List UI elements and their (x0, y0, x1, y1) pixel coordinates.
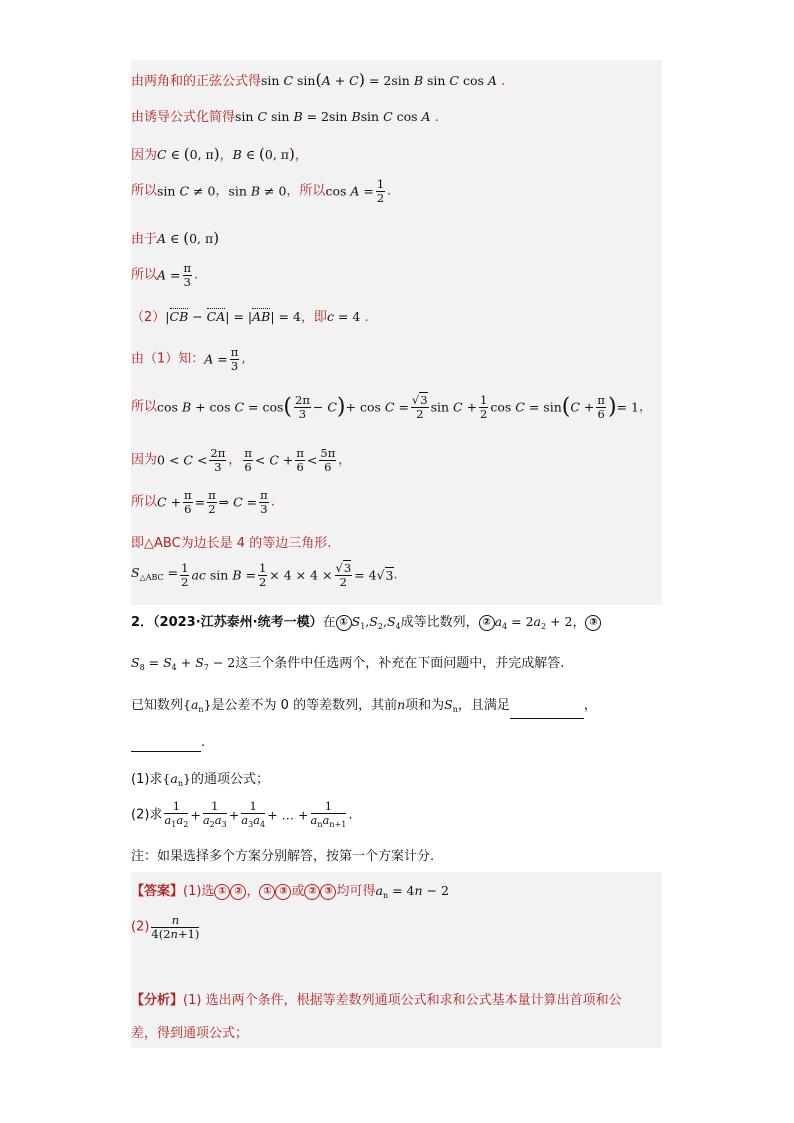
formula: sin C ≠ 0 (157, 183, 216, 199)
part-label: （2） (131, 310, 166, 325)
solution-line: $S_{\triangle ABC}$ = $\frac{1}{2}$ ac sin B = $\frac{1}{2}$ × 4 × 4 × $\frac{√3}{2}$ = 4√3. (131, 561, 398, 589)
solution-line: 即△ABC为边长是 4 的等边三角形. (131, 536, 332, 551)
formula: cos B + cos C = cos (157, 399, 284, 415)
solution-block-background (131, 60, 662, 605)
analysis-line (131, 992, 622, 1010)
solution-line: 所以cos B + cos C = cos( $\frac{2\pi}{3}$ − C)+ cos C = $\frac{√3}{2}$ sin C + $\frac{1}{2}$ cos C = sin(C + $\frac{\pi}{6}$ )= 1， (131, 393, 652, 421)
solution-text: 因为 (131, 452, 158, 468)
answer-label: 【答案】 (131, 884, 184, 899)
solution-line: （2）|CB − CA| = |AB| = 4，即c = 4 . (131, 309, 369, 325)
formula: A = (204, 351, 228, 367)
solution-line: 由两角和的正弦公式得sin C sin(A + C) = 2sin B sin C cos A . (131, 70, 506, 89)
solution-text: 由两角和的正弦公式得 (131, 74, 262, 89)
question-line (131, 654, 564, 677)
formula: 0 < C < (157, 452, 208, 468)
analysis-label: 【分析】 (131, 993, 184, 1008)
question-text: 在 (322, 615, 336, 630)
solution-line: 所以C + $\frac{\pi}{6}$ = $\frac{\pi}{2}$ ⇒ C = $\frac{\pi}{3}$ . (131, 488, 275, 516)
sub-question-1: (1)求$\{a_n\}$的通项公式； (131, 771, 269, 788)
solution-text: 由于 (131, 232, 158, 247)
solution-text: 因为 (131, 148, 158, 163)
answer-line: 【答案】(1)选 ① ② ， ① ③ 或 ② ③ 均可得$a_n = 4n - 2$ (131, 883, 449, 900)
question-line: . (131, 734, 205, 752)
note: 注：如果选择多个方案分别解答，按第一个方案计分. (131, 849, 435, 864)
formula: $S_{\triangle ABC}$ = (131, 565, 179, 582)
solution-line: 由（1）知：A = $\frac{\pi}{3}$ , (131, 345, 246, 373)
analysis-line: 差，得到通项公式； (131, 1026, 249, 1041)
question-text: (2)求 (131, 807, 163, 823)
answer-text: (2) (131, 919, 150, 935)
circled-number: ③ (585, 615, 601, 631)
solution-line: 所以sin C ≠ 0，sin B ≠ 0，所以cos A = $\frac{1}{2}$ . (131, 177, 392, 205)
formula: C ∈ (0, π) (157, 145, 220, 163)
circled-number: ① (336, 615, 352, 631)
question-stem: 已知数列$\{a_n\}$是公差不为 0 的等差数列，其前n项和为$S_n$，且满足 ， (131, 696, 597, 719)
solution-line: 所以A = $\frac{\pi}{3}$ . (131, 261, 199, 289)
solution-text: 所以 (131, 267, 158, 283)
formula: C + (157, 494, 182, 510)
solution-text: 由诱导公式化简得 (131, 110, 236, 125)
solution-line: 因为C ∈ (0, π)，B ∈ (0, π)， (131, 145, 308, 163)
solution-line (131, 229, 219, 249)
solution-line: 由诱导公式化简得sin C sin B = 2sin Bsin C cos A . (131, 109, 439, 125)
question-text: 这三个条件中任选两个，补充在下面问题中，并完成解答. (235, 656, 565, 671)
sub-question-2: (2)求 $\frac{1}{a_1a_2}$ + $\frac{1}{a_2a_3}$ + $\frac{1}{a_3a_4}$ + … + $\frac{1}{a_na_{n+1}}$ . (131, 799, 353, 829)
circled-number: ② (479, 615, 495, 631)
analysis-text: (1) 选出两个条件，根据等差数列通项公式和求和公式基本量计算出首项和公 (183, 993, 622, 1008)
answer-line: (2) $\frac{n}{4(2n+1)}$ (131, 913, 200, 941)
solution-text: 所以 (131, 494, 158, 510)
formula: A ∈ (0, π) (157, 229, 220, 247)
solution-line: 因为0 < C < $\frac{2\pi}{3}$ ， $\frac{\pi}{6}$ < C + $\frac{\pi}{6}$ < $\frac{5\pi}{6}$ ， (131, 446, 352, 474)
solution-text: 所以 (131, 399, 158, 415)
question-number: 2． (131, 615, 154, 630)
formula: |CB − CA| = |AB| = 4 (165, 309, 301, 324)
question-source: （2023·江苏泰州·统考一模） (153, 615, 323, 630)
solution-text: 所以 (131, 183, 158, 199)
answer-blank[interactable] (131, 737, 201, 752)
formula: $S_8 = S_4 + S_7 - 2$ (131, 655, 236, 672)
formula: A = (157, 267, 181, 283)
question-header: 2．（2023·江苏泰州·统考一模）在 ① $S_1,S_2,S_4$成等比数列， ② $a_4 = 2a_2 + 2$， ③ (131, 613, 601, 633)
formula: sin C sin(A + C) = 2sin B sin C cos A (261, 70, 497, 89)
solution-text: 由（1）知： (131, 351, 205, 367)
formula: sin C sin B = 2sin Bsin C cos A (235, 109, 431, 124)
answer-blank[interactable] (510, 704, 584, 719)
